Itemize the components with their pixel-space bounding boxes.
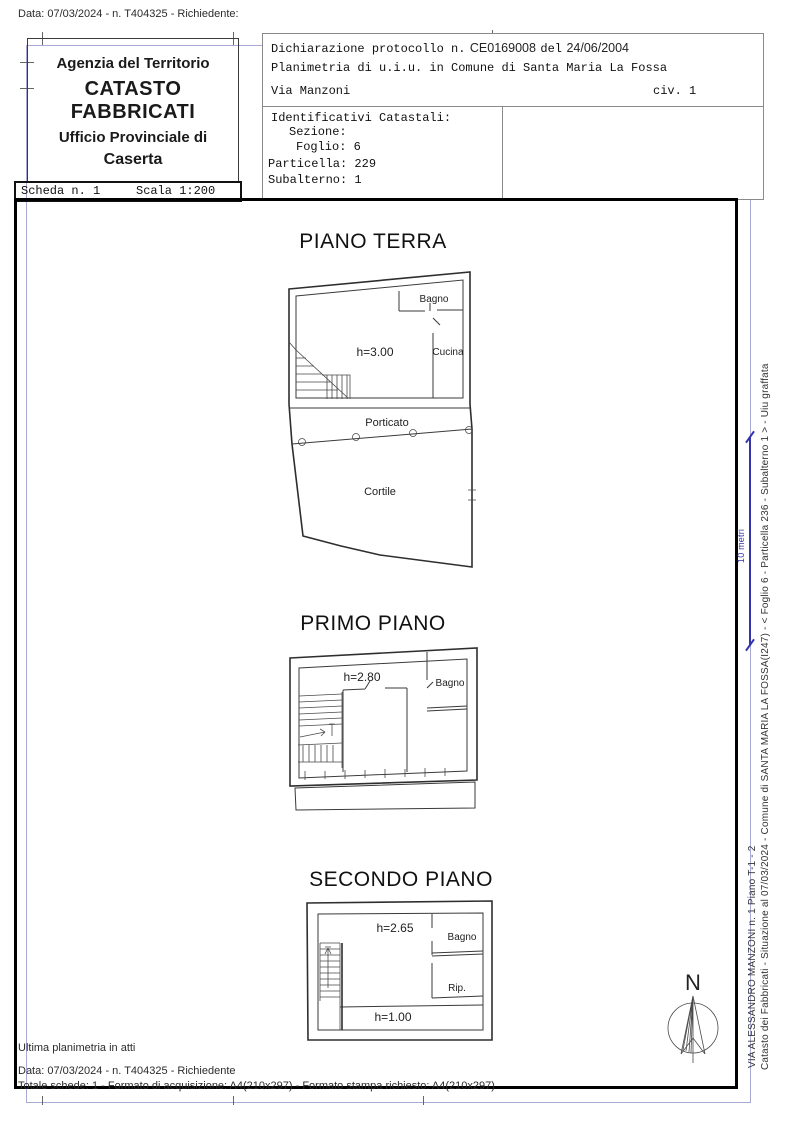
particella-field: Particella: 229 <box>268 157 377 171</box>
cortile-label: Cortile <box>364 486 396 498</box>
protocol-date: 24/06/2004 <box>566 41 629 55</box>
protocol-del-word: del <box>540 42 562 56</box>
footer-format-line: Totale schede: 1 - Formato di acquisizione: A4(210x297) - Formato stampa richiesto: A4(210x297) <box>18 1080 495 1092</box>
street-name: Via Manzoni <box>271 84 351 98</box>
north-compass <box>648 966 738 1071</box>
protocol-row <box>271 39 629 57</box>
sezione-field: Sezione: <box>289 125 347 139</box>
ground-bagno-label: Bagno <box>419 294 449 305</box>
scheda-number: Scheda n. 1 <box>21 184 101 198</box>
first-floor-plan-drawing <box>285 640 485 815</box>
foglio-field: Foglio: 6 <box>296 140 361 154</box>
first-bottom-hatch <box>305 768 445 780</box>
box-divider-horizontal <box>263 106 763 107</box>
colonnade-line <box>292 429 472 444</box>
declaration-box <box>262 33 764 200</box>
agency-name: Agenzia del Territorio <box>56 55 210 72</box>
ground-floor-title: PIANO TERRA <box>299 230 447 253</box>
provincial-office-label: Ufficio Provinciale di <box>58 129 208 146</box>
registration-tick <box>423 1096 424 1105</box>
catasto-fabbricati-title: CATASTO FABBRICATI <box>70 78 196 123</box>
registration-tick <box>233 1096 234 1105</box>
scale-bar-label: 10 metri <box>736 528 746 563</box>
second-floor-plan-drawing <box>300 893 505 1048</box>
compass-arrow-icon <box>681 996 705 1063</box>
ground-cucina-wall <box>433 318 440 398</box>
second-height-label: h=2.65 <box>376 921 414 935</box>
second-stair-wall <box>340 943 342 1030</box>
box-divider-vertical <box>502 106 503 199</box>
first-stairs <box>298 692 342 768</box>
ground-height-label: h=3.00 <box>356 345 394 359</box>
subalterno-field: Subalterno: 1 <box>268 173 362 187</box>
porticato-label: Porticato <box>365 417 409 429</box>
agency-header-box <box>27 38 239 183</box>
ground-cucina-label: Cucina <box>432 347 464 358</box>
side-annotation-cadastre: Catasto dei Fabbricati - Situazione al 07/03/2024 - Comune di SANTA MARIA LA FOSSA(I247) - < Foglio 6 - Particella 236 - Subalterno 1 > - Uiu graffata <box>760 363 771 1070</box>
first-floor-title: PRIMO PIANO <box>300 612 446 635</box>
first-room-walls <box>343 681 407 772</box>
footer-data-line: Data: 07/03/2024 - n. T404325 - Richiedente <box>18 1065 236 1077</box>
civic-number: civ. 1 <box>653 84 697 98</box>
request-data-line: Data: 07/03/2024 - n. T404325 - Richiedente: <box>18 8 239 20</box>
balcony-outline <box>295 782 475 810</box>
protocol-label: Dichiarazione protocollo n. <box>271 42 466 56</box>
first-bagno-label: Bagno <box>435 678 465 689</box>
planimetria-line: Planimetria di u.i.u. in Comune di Santa Maria La Fossa <box>271 61 668 75</box>
registration-tick <box>42 1096 43 1105</box>
first-height-label: h=2.80 <box>343 670 381 684</box>
second-floor-title: SECONDO PIANO <box>309 868 493 891</box>
side-annotation-address: VIA ALESSANDRO MANZONI n. 1 Piano T-1 - 2 <box>747 845 758 1068</box>
first-outer-walls <box>290 648 477 786</box>
province-name: Caserta <box>103 151 163 168</box>
second-stairs <box>320 943 340 1001</box>
ground-floor-plan-drawing <box>280 262 480 574</box>
second-rip-label: Rip. <box>448 983 466 994</box>
second-bagno-label: Bagno <box>447 932 477 943</box>
protocol-number: CE0169008 <box>469 41 536 55</box>
ground-stairs <box>289 342 350 399</box>
second-bottom-wall <box>340 1005 483 1007</box>
cadastral-ids-title: Identificativi Catastali: <box>271 111 452 125</box>
scale-value: Scala 1:200 <box>136 184 216 198</box>
north-letter: N <box>685 970 701 995</box>
second-low-height-label: h=1.00 <box>374 1010 412 1024</box>
footer-status-line: Ultima planimetria in atti <box>18 1042 136 1054</box>
scale-bar-line <box>749 437 751 645</box>
